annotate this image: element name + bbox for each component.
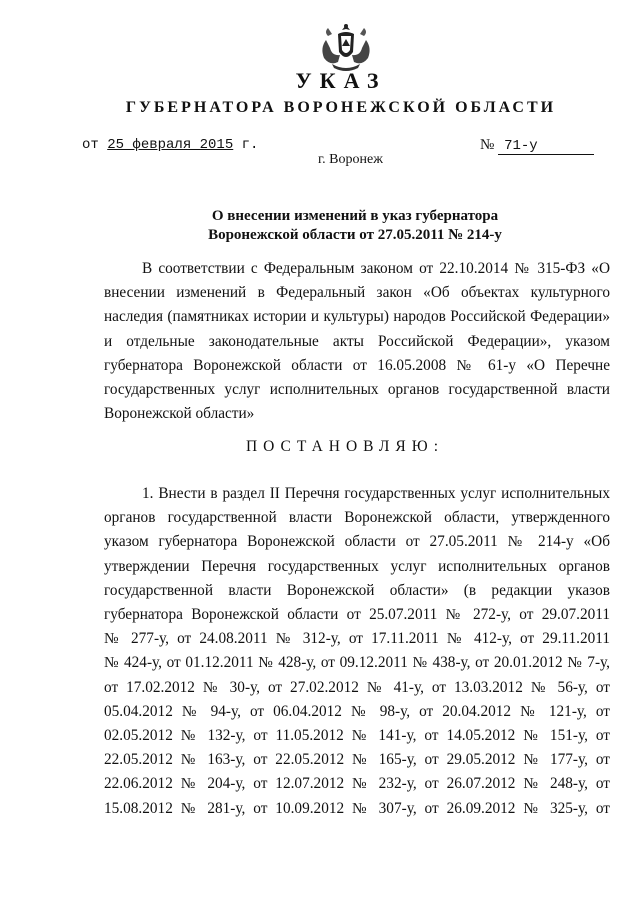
text-line: губернатора Воронежской области от 25.07.2011 № 272-у, от 29.07.2011 <box>104 606 610 624</box>
text-line: внесении изменений в Федеральный закон «Об объектах культурного <box>104 284 610 302</box>
decree-title: УКАЗ <box>295 68 387 93</box>
text-line: наследия (памятниках истории и культуры) народов Российской Федерации» <box>104 308 610 326</box>
text-line: Воронежской области» <box>104 405 255 423</box>
text-line: государственной власти Воронежской области» (в редакции указов <box>104 581 610 599</box>
text-line: № 277-у, от 24.08.2011 № 312-у, от 17.11.2011 № 412-у, от 29.11.2011 <box>104 630 610 648</box>
text-line: и отдельные законодательные акты Российской Федерации», указом <box>104 332 610 350</box>
decree-date <box>82 137 258 153</box>
preamble-paragraph <box>104 257 610 426</box>
text-line: 15.08.2012 № 281-у, от 10.09.2012 № 307-у, от 26.09.2012 № 325-у, от <box>104 799 610 817</box>
text-line: № 424-у, от 01.12.2011 № 428-у, от 09.12.2011 № 438-у, от 20.01.2012 № 7-у, <box>104 654 610 672</box>
text-line: В соответствии с Федеральным законом от 22.10.2014 № 315-ФЗ «О <box>142 260 610 277</box>
decree-heading <box>0 207 640 245</box>
text-line: 1. Внести в раздел II Перечня государственных услуг исполнительных <box>142 485 610 502</box>
coat-of-arms-emblem <box>318 22 374 72</box>
text-line: 22.05.2012 № 163-у, от 22.05.2012 № 165-у, от 29.05.2012 № 177-у, от <box>104 751 610 769</box>
text-line: 22.06.2012 № 204-у, от 12.07.2012 № 232-у, от 26.07.2012 № 248-у, от <box>104 775 610 793</box>
number-value: 71-у <box>498 138 594 155</box>
text-line: органов государственной власти Воронежской области, утвержденного <box>104 509 610 527</box>
text-line: государственных услуг исполнительных органов государственной власти <box>104 381 610 399</box>
text-line: указом губернатора Воронежской области от 27.05.2011 № 214-у «Об <box>104 533 610 551</box>
date-suffix: г. <box>241 137 259 153</box>
text-line: утверждении Перечня государственных услуг исполнительных органов <box>104 557 610 575</box>
date-prefix: от <box>82 137 99 153</box>
item-1-paragraph <box>104 482 610 821</box>
resolve-heading: ПОСТАНОВЛЯЮ: <box>245 438 445 455</box>
heading-line: Воронежской области от 27.05.2011 № 214-у <box>208 227 502 243</box>
text-line: 05.04.2012 № 94-у, от 06.04.2012 № 98-у, от 20.04.2012 № 121-у, от <box>104 702 610 720</box>
text-line: 02.05.2012 № 132-у, от 11.05.2012 № 141-у, от 14.05.2012 № 151-у, от <box>104 727 610 745</box>
decree-number <box>480 137 594 155</box>
date-value: 25 февраля 2015 <box>107 137 234 153</box>
heading-line: О внесении изменений в указ губернатора <box>211 208 499 224</box>
city: г. Воронеж <box>318 152 383 167</box>
number-label: № <box>480 137 495 153</box>
text-line: от 17.02.2012 № 30-у, от 27.02.2012 № 41-у, от 13.03.2012 № 56-у, от <box>104 678 610 696</box>
decree-subtitle: ГУБЕРНАТОРА ВОРОНЕЖСКОЙ ОБЛАСТИ <box>125 99 557 116</box>
text-line: губернатора Воронежской области от 16.05.2008 № 61-у «О Перечне <box>104 356 610 374</box>
